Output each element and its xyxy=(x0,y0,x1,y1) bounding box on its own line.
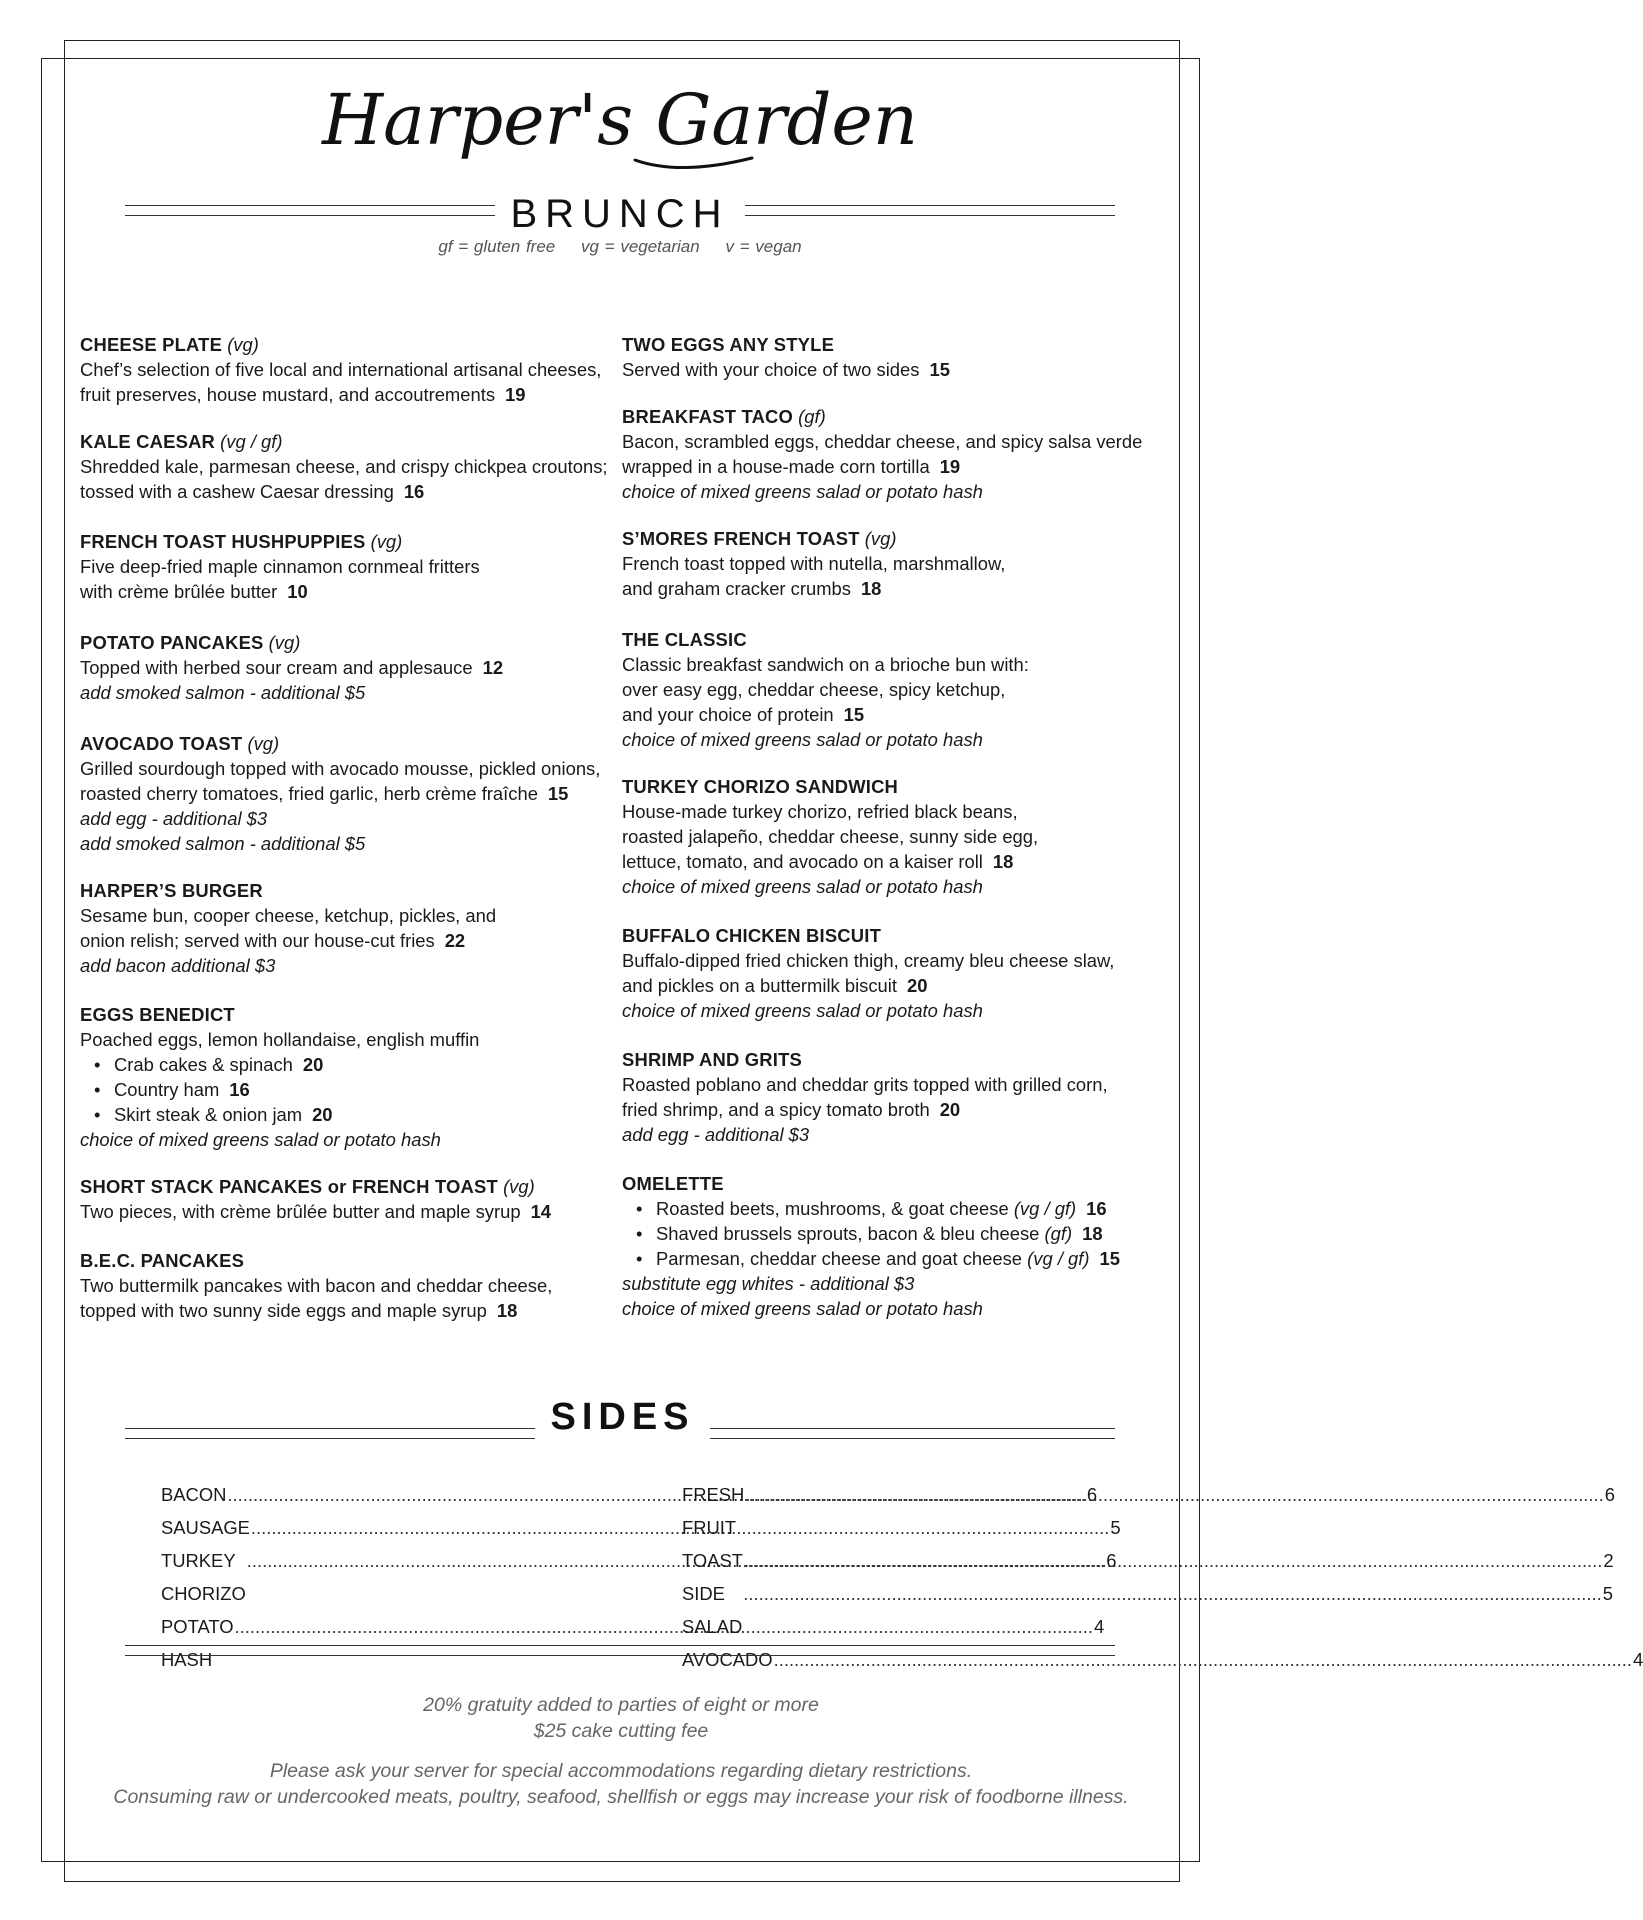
food-safety-warning: Consuming raw or undercooked meats, poultry, seafood, shellfish or eggs may increase your risk of foodborne illness. xyxy=(113,1786,1129,1808)
option-label: Country ham xyxy=(114,1079,220,1100)
item-name: B.E.C. PANCAKES xyxy=(80,1250,245,1271)
menu-item xyxy=(80,1002,610,1152)
menu-item xyxy=(80,529,510,604)
item-price: 16 xyxy=(403,481,425,502)
item-price: 20 xyxy=(906,975,928,996)
side-item xyxy=(682,1577,1613,1643)
side-price: 4 xyxy=(1633,1649,1643,1670)
menu-item xyxy=(622,332,1162,382)
item-note: choice of mixed greens salad or potato hash xyxy=(80,1129,441,1150)
item-tag: (vg) xyxy=(864,528,897,549)
item-description: Bacon, scrambled eggs, cheddar cheese, and spicy salsa verde wrapped in a house-made corn tortilla xyxy=(622,431,1143,477)
item-name: AVOCADO TOAST xyxy=(80,733,243,754)
item-note: add egg - additional $3 xyxy=(622,1124,810,1145)
item-price: 15 xyxy=(843,704,865,725)
item-description: Two pieces, with crème brûlée butter and maple syrup xyxy=(80,1201,521,1222)
item-name: FRENCH TOAST HUSHPUPPIES xyxy=(80,531,366,552)
side-price: 5 xyxy=(1110,1517,1121,1538)
side-name: TOAST xyxy=(682,1550,743,1571)
item-price: 19 xyxy=(939,456,961,477)
item-note: add smoked salmon - additional $5 xyxy=(80,682,366,703)
menu-item xyxy=(80,731,610,856)
option-label: Crab cakes & spinach xyxy=(114,1054,293,1075)
dietary-notes xyxy=(80,1758,1162,1810)
item-tag: (vg) xyxy=(370,531,403,552)
item-note: add egg - additional $3 xyxy=(80,808,268,829)
item-tag: (vg / gf) xyxy=(220,431,283,452)
side-price: 4 xyxy=(1093,1616,1105,1637)
menu-item xyxy=(80,429,610,504)
item-tag: (vg) xyxy=(247,733,280,754)
option-price: 16 xyxy=(1086,1198,1107,1219)
menu-item xyxy=(622,1047,1132,1147)
item-name: SHRIMP AND GRITS xyxy=(622,1049,802,1070)
item-tag: (vg) xyxy=(503,1176,535,1197)
item-name: HARPER’S BURGER xyxy=(80,880,263,901)
option-item xyxy=(94,1052,610,1077)
item-note: choice of mixed greens salad or potato hash xyxy=(622,1298,983,1319)
menu-item xyxy=(622,1171,1162,1321)
option-price: 18 xyxy=(1082,1223,1103,1244)
item-description: Two buttermilk pancakes with bacon and cheddar cheese, topped with two sunny side eggs and maple syrup xyxy=(80,1275,553,1321)
side-item xyxy=(682,1478,1615,1544)
side-price: 2 xyxy=(1603,1550,1614,1571)
option-price: 16 xyxy=(229,1079,250,1100)
dot-leader xyxy=(744,1544,1602,1577)
item-name: BREAKFAST TACO xyxy=(622,406,794,427)
brunch-rule-left xyxy=(125,205,495,221)
item-description: Poached eggs, lemon hollandaise, english muffin xyxy=(80,1029,480,1050)
item-name: KALE CAESAR xyxy=(80,431,216,452)
menu-item xyxy=(622,627,1032,752)
menu-item xyxy=(622,404,1162,504)
option-price: 20 xyxy=(302,1054,324,1075)
item-description: Topped with herbed sour cream and applesauce xyxy=(80,657,473,678)
menu-item xyxy=(622,923,1132,1023)
item-name: TWO EGGS ANY STYLE xyxy=(622,334,835,355)
item-price: 15 xyxy=(547,783,569,804)
item-name: S’MORES FRENCH TOAST xyxy=(622,528,860,549)
sides-rule-left xyxy=(125,1428,535,1444)
item-price: 18 xyxy=(992,851,1014,872)
sides-title: SIDES xyxy=(550,1396,695,1438)
brunch-rule-right xyxy=(745,205,1115,221)
item-note: add smoked salmon - additional $5 xyxy=(80,833,366,854)
item-description: French toast topped with nutella, marshmallow, and graham cracker crumbs xyxy=(622,553,1006,599)
item-price: 15 xyxy=(929,359,950,380)
item-name: CHEESE PLATE xyxy=(80,334,223,355)
item-description: Roasted poblano and cheddar grits topped with grilled corn, fried shrimp, and a spicy tomato broth xyxy=(622,1074,1108,1120)
option-item xyxy=(94,1077,610,1102)
option-price: 15 xyxy=(1099,1248,1120,1269)
side-item xyxy=(682,1544,1614,1577)
item-name: BUFFALO CHICKEN BISCUIT xyxy=(622,925,881,946)
menu-item xyxy=(622,774,1052,899)
option-item xyxy=(94,1102,610,1127)
sides-rule-right xyxy=(710,1428,1115,1444)
item-price: 12 xyxy=(482,657,504,678)
side-name: AVOCADO xyxy=(682,1649,773,1670)
menu-item xyxy=(80,332,610,407)
menu-item xyxy=(622,526,1032,601)
menu-item xyxy=(80,1248,580,1323)
side-price: 5 xyxy=(1602,1583,1613,1604)
side-name: POTATO HASH xyxy=(161,1616,234,1670)
dot-leader xyxy=(743,1577,1601,1610)
gratuity-note: 20% gratuity added to parties of eight or more xyxy=(423,1694,819,1716)
option-label: Skirt steak & onion jam xyxy=(114,1104,303,1125)
side-name: SIDE SALAD xyxy=(682,1583,743,1637)
item-name: OMELETTE xyxy=(622,1173,724,1194)
item-description: Shredded kale, parmesan cheese, and crispy chickpea croutons; tossed with a cashew Caesar dressing xyxy=(80,456,608,502)
footer-rule xyxy=(125,1645,1115,1661)
option-label: Shaved brussels sprouts, bacon & bleu cheese xyxy=(656,1223,1040,1244)
item-name: THE CLASSIC xyxy=(622,629,747,650)
item-description: Classic breakfast sandwich on a brioche bun with: over easy egg, cheddar cheese, spicy ketchup, and your choice of protein xyxy=(622,654,1029,725)
option-tag: (vg / gf) xyxy=(1027,1248,1090,1269)
item-name: TURKEY CHORIZO SANDWICH xyxy=(622,776,899,797)
item-description: House-made turkey chorizo, refried black beans, roasted jalapeño, cheddar cheese, sunny side egg, lettuce, tomato, and avocado on a kaiser roll xyxy=(622,801,1039,872)
item-note: choice of mixed greens salad or potato hash xyxy=(622,481,983,502)
item-price: 18 xyxy=(496,1300,518,1321)
legend-gf: gf = gluten free xyxy=(438,237,556,256)
option-item xyxy=(636,1196,1162,1221)
legend-vg: vg = vegetarian xyxy=(580,237,700,256)
side-name: BACON xyxy=(161,1484,227,1505)
side-name: FRESH FRUIT xyxy=(682,1484,745,1538)
item-price: 14 xyxy=(530,1201,552,1222)
menu-column-right xyxy=(622,332,1162,1321)
item-description: Buffalo-dipped fried chicken thigh, creamy bleu cheese slaw, and pickles on a buttermilk biscuit xyxy=(622,950,1115,996)
option-label: Roasted beets, mushrooms, & goat cheese xyxy=(656,1198,1009,1219)
dietary-legend xyxy=(420,237,820,257)
item-description: Served with your choice of two sides xyxy=(622,359,920,380)
menu-item xyxy=(80,878,520,978)
legend-v: v = vegan xyxy=(725,237,802,256)
option-item xyxy=(636,1221,1162,1246)
menu-title: BRUNCH xyxy=(510,192,730,236)
item-note: choice of mixed greens salad or potato hash xyxy=(622,729,983,750)
item-price: 20 xyxy=(939,1099,961,1120)
option-item xyxy=(636,1246,1162,1271)
dietary-note: Please ask your server for special accommodations regarding dietary restrictions. xyxy=(269,1760,973,1782)
option-tag: (vg / gf) xyxy=(1013,1198,1077,1219)
item-note: substitute egg whites - additional $3 xyxy=(622,1273,915,1294)
item-price: 10 xyxy=(287,581,308,602)
option-list xyxy=(80,1052,610,1127)
dot-leader xyxy=(745,1478,1603,1511)
item-tag: (vg) xyxy=(227,334,259,355)
menu-item xyxy=(80,1174,610,1224)
policy-notes xyxy=(80,1692,1162,1744)
item-tag: (vg) xyxy=(268,632,301,653)
restaurant-logo xyxy=(322,72,918,182)
side-name: TURKEY CHORIZO xyxy=(161,1550,246,1604)
item-note: choice of mixed greens salad or potato hash xyxy=(622,1000,983,1021)
item-name: EGGS BENEDICT xyxy=(80,1004,235,1025)
option-list xyxy=(622,1196,1162,1271)
side-name: SAUSAGE xyxy=(161,1517,250,1538)
option-label: Parmesan, cheddar cheese and goat cheese xyxy=(656,1248,1023,1269)
item-name: SHORT STACK PANCAKES or FRENCH TOAST xyxy=(80,1176,498,1197)
side-price: 6 xyxy=(1604,1484,1615,1505)
item-description: Chef’s selection of five local and international artisanal cheeses, fruit preserves, house mustard, and accoutrements xyxy=(80,359,602,405)
item-name: POTATO PANCAKES xyxy=(80,632,264,653)
menu-item xyxy=(80,630,610,705)
item-tag: (gf) xyxy=(798,406,826,427)
item-note: add bacon additional $3 xyxy=(80,955,276,976)
item-price: 19 xyxy=(505,384,526,405)
item-price: 22 xyxy=(444,930,466,951)
item-note: choice of mixed greens salad or potato hash xyxy=(622,876,983,897)
menu-column-left xyxy=(80,332,610,1323)
restaurant-name: Harper's Garden xyxy=(322,79,918,161)
side-price: 6 xyxy=(1106,1550,1117,1571)
item-price: 18 xyxy=(860,578,882,599)
option-price: 20 xyxy=(312,1104,333,1125)
item-description: Five deep-fried maple cinnamon cornmeal fritters with crème brûlée butter xyxy=(80,556,480,602)
option-tag: (gf) xyxy=(1044,1223,1073,1244)
item-description: Grilled sourdough topped with avocado mousse, pickled onions, roasted cherry tomatoes, fried garlic, herb crème fraîche xyxy=(80,758,601,804)
cake-fee-note: $25 cake cutting fee xyxy=(533,1720,709,1742)
side-price: 6 xyxy=(1086,1484,1098,1505)
item-description: Sesame bun, cooper cheese, ketchup, pickles, and onion relish; served with our house-cut fries xyxy=(80,905,497,951)
